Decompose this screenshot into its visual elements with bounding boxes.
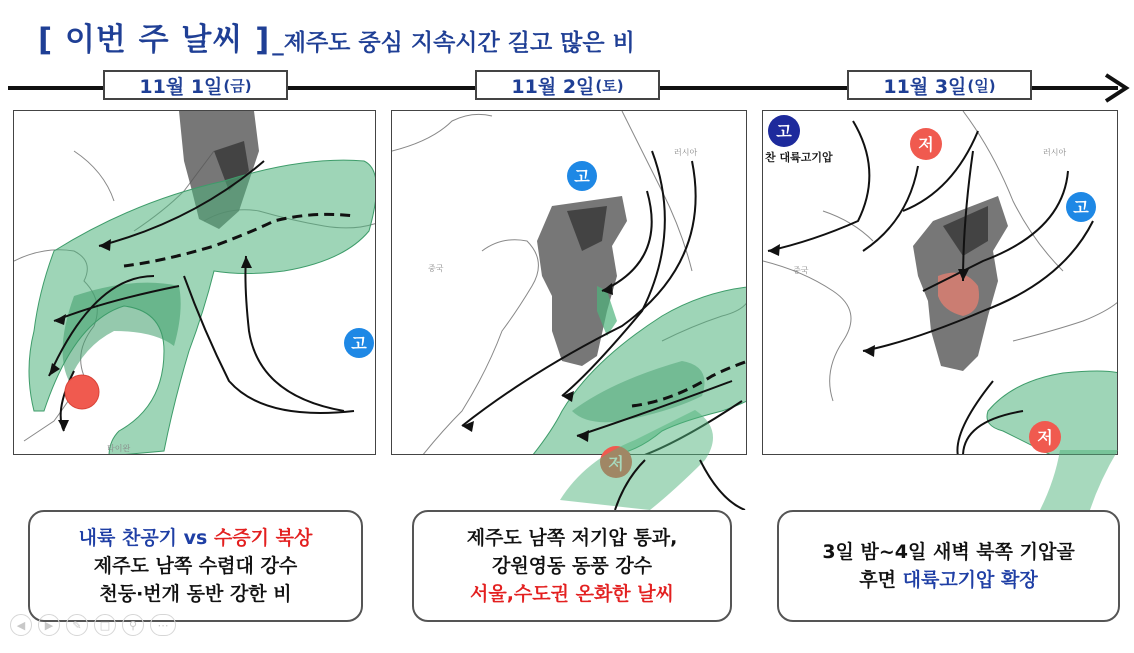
callout-text: 대륙고기압 확장 (902, 569, 1038, 591)
date-label-day2 (475, 70, 660, 100)
rain-band-overflow (555, 400, 775, 510)
low-pressure-marker (65, 375, 99, 409)
rain-band-overflow-day3 (1000, 450, 1120, 510)
timeline-arrow-icon (1104, 73, 1130, 103)
callout-line: 천둥·번개 동반 강한 비 (99, 583, 292, 605)
title-subtitle: _제주도 중심 지속시간 길고 많은 비 (272, 30, 635, 56)
callout-line: 강원영동 동풍 강수 (491, 555, 653, 577)
low-pressure-label: 저 (918, 135, 934, 154)
map-label-russia: 러시아 (674, 148, 698, 157)
callout-line: 서울,수도권 온화한 날씨 (470, 583, 674, 605)
callout-day2 (412, 510, 732, 622)
more-icon[interactable]: ⋯ (150, 614, 176, 636)
weather-map-day1 (13, 110, 376, 455)
cold-high-label: 고 (776, 122, 792, 141)
date-text: 11월 2일 (511, 75, 595, 98)
zoom-icon[interactable]: ⚲ (122, 614, 144, 636)
callout-day1 (28, 510, 363, 622)
high-pressure-label: 고 (351, 334, 367, 353)
callout-text: 내륙 찬공기 (78, 527, 184, 549)
date-label-day1 (103, 70, 288, 100)
title-main: [ 이번 주 날씨 ] (38, 22, 271, 58)
day-of-week: (토) (595, 76, 624, 95)
date-label-day3 (847, 70, 1032, 100)
map-label-china: 중국 (428, 264, 444, 273)
day-of-week: (금) (223, 76, 252, 95)
korea-terrain (537, 196, 627, 366)
prev-icon[interactable]: ◀ (10, 614, 32, 636)
map-label-taiwan: 타이완 (107, 444, 131, 453)
map-label-russia: 러시아 (1043, 148, 1067, 157)
callout-line: 3일 밤~4일 새벽 북쪽 기압골 (822, 541, 1075, 563)
high-pressure-label: 고 (1073, 198, 1089, 217)
callout-text: 수증기 북상 (213, 527, 313, 549)
day-of-week: (일) (967, 76, 996, 95)
callout-line (79, 524, 313, 552)
callout-day3 (777, 510, 1120, 622)
callout-text: 후면 (859, 569, 903, 591)
page-title (38, 14, 635, 58)
low-pressure-label-south: 저 (1037, 428, 1053, 447)
slide-toolbar (10, 614, 176, 636)
weather-map-day3 (762, 110, 1118, 455)
cold-high-caption: 찬 대륙고기압 (765, 151, 833, 164)
callout-line: 제주도 남쪽 저기압 통과, (466, 527, 678, 549)
date-text: 11월 1일 (139, 75, 223, 98)
date-text: 11월 3일 (883, 75, 967, 98)
high-pressure-label: 고 (574, 167, 590, 186)
callout-text: vs (183, 527, 214, 549)
callout-line (859, 566, 1037, 594)
callout-line: 제주도 남쪽 수렴대 강수 (93, 555, 298, 577)
pen-icon[interactable]: ✎ (66, 614, 88, 636)
map-label-china: 중국 (793, 266, 809, 275)
slides-icon[interactable]: □ (94, 614, 116, 636)
next-icon[interactable]: ▶ (38, 614, 60, 636)
